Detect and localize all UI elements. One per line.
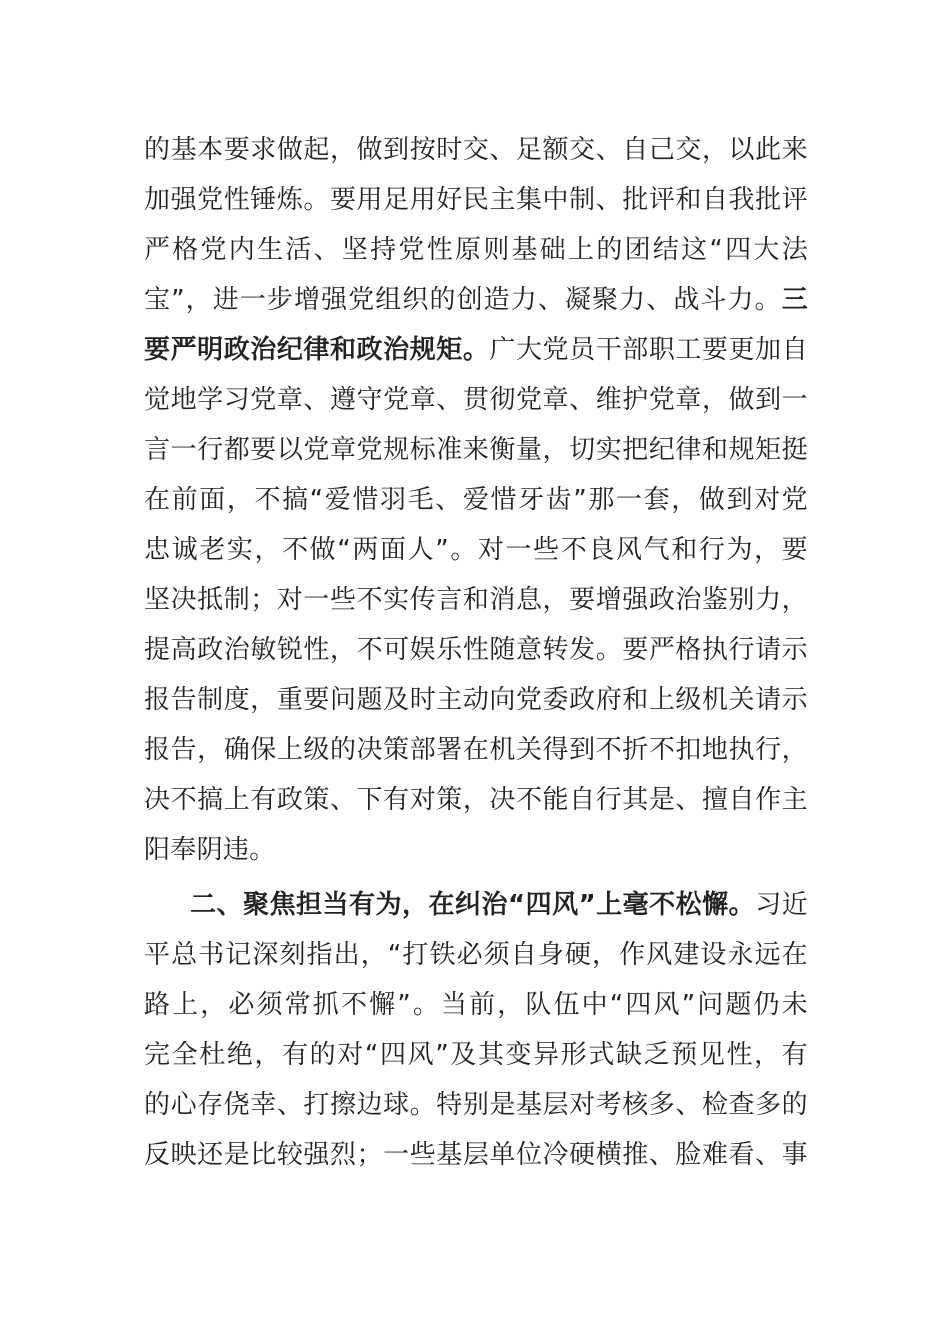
paragraph-line [144, 525, 808, 575]
paragraph-line [144, 175, 808, 225]
text-run: 反映还是比较强烈；一些基层单位冷硬横推、脸难看、事 [144, 1140, 808, 1170]
text-run: 报告，确保上级的决策部署在机关得到不折不扣地执行， [144, 735, 808, 765]
text-run: 报告制度，重要问题及时主动向党委政府和上级机关请示 [144, 685, 808, 715]
text-run: 的心存侥幸、打擦边球。特别是基层对考核多、检查多的 [144, 1090, 808, 1120]
paragraph-line [144, 475, 808, 525]
paragraph-line [144, 725, 808, 775]
paragraph-line [144, 1130, 808, 1180]
paragraph-line [144, 275, 808, 325]
text-run: 宝”，进一步增强党组织的创造力、凝聚力、战斗力。 [144, 285, 782, 315]
paragraph-line [144, 675, 808, 725]
text-run: 坚决抵制；对一些不实传言和消息，要增强政治鉴别力， [144, 585, 808, 615]
paragraph-line [144, 375, 808, 425]
paragraph-line [144, 1080, 808, 1130]
paragraph-line [144, 880, 808, 930]
text-run: 的基本要求做起，做到按时交、足额交、自己交，以此来 [144, 135, 808, 165]
text-run: 在前面，不搞“爱惜羽毛、爱惜牙齿”那一套，做到对党 [144, 485, 808, 515]
paragraph-1 [144, 125, 808, 875]
paragraph-line [144, 425, 808, 475]
text-run: 习近 [755, 890, 808, 920]
paragraph-line [144, 775, 808, 825]
paragraph-line [144, 575, 808, 625]
paragraph-line [144, 825, 808, 875]
bold-text-run: 要严明政治纪律和政治规矩。 [144, 335, 490, 365]
paragraph-line [144, 325, 808, 375]
paragraph-line [144, 1030, 808, 1080]
text-run: 加强党性锤炼。要用足用好民主集中制、批评和自我批评 [144, 185, 808, 215]
text-run: 阳奉阴违。 [144, 835, 276, 865]
text-run: 决不搞上有政策、下有对策，决不能自行其是、擅自作主 [144, 785, 808, 815]
text-run: 完全杜绝，有的对“四风”及其变异形式缺乏预见性，有 [144, 1040, 808, 1070]
text-run: 忠诚老实，不做“两面人”。对一些不良风气和行为，要 [144, 535, 808, 565]
text-run: 觉地学习党章、遵守党章、贯彻党章、维护党章，做到一 [144, 385, 808, 415]
paragraph-line [144, 625, 808, 675]
paragraph-line [144, 225, 808, 275]
paragraph-2 [144, 880, 808, 1180]
bold-text-run: 三 [781, 285, 808, 315]
text-run: 平总书记深刻指出，“打铁必须自身硬，作风建设永远在 [144, 940, 808, 970]
text-run: 严格党内生活、坚持党性原则基础上的团结这“四大法 [144, 235, 808, 265]
paragraph-line [144, 125, 808, 175]
text-run: 言一行都要以党章党规标准来衡量，切实把纪律和规矩挺 [144, 435, 808, 465]
text-run: 路上，必须常抓不懈”。当前，队伍中“四风”问题仍未 [144, 990, 808, 1020]
text-run: 广大党员干部职工要更加自 [489, 335, 808, 365]
paragraph-line [144, 930, 808, 980]
section-heading: 二、聚焦担当有为，在纠治“四风”上毫不松懈。 [190, 890, 756, 920]
text-run: 提高政治敏锐性，不可娱乐性随意转发。要严格执行请示 [144, 635, 808, 665]
paragraph-line [144, 980, 808, 1030]
